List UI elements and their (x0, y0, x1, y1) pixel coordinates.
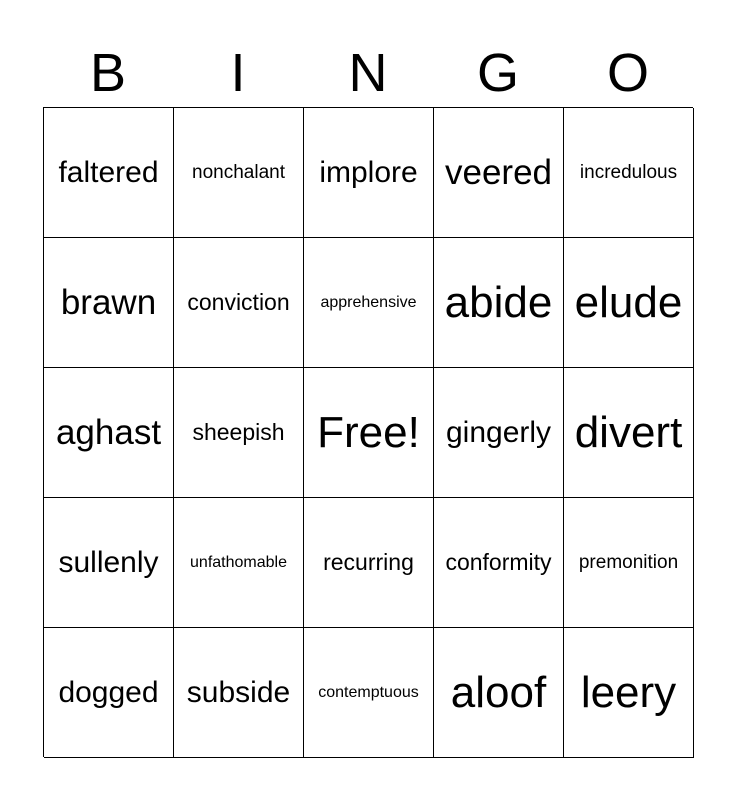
header-letter-n: N (348, 43, 388, 103)
bingo-cell[interactable]: elude (564, 238, 694, 368)
bingo-cell[interactable]: faltered (44, 108, 174, 238)
bingo-header (43, 40, 693, 106)
bingo-cell[interactable]: sheepish (174, 368, 304, 498)
bingo-cell[interactable]: sullenly (44, 498, 174, 628)
bingo-cell[interactable]: conformity (434, 498, 564, 628)
header-letter-i: I (230, 43, 246, 103)
bingo-cell[interactable]: aghast (44, 368, 174, 498)
bingo-cell[interactable]: implore (304, 108, 434, 238)
bingo-cell[interactable]: gingerly (434, 368, 564, 498)
bingo-cell[interactable]: abide (434, 238, 564, 368)
bingo-cell[interactable]: nonchalant (174, 108, 304, 238)
bingo-cell[interactable]: contemptuous (304, 628, 434, 758)
bingo-cell[interactable]: unfathomable (174, 498, 304, 628)
bingo-cell[interactable]: aloof (434, 628, 564, 758)
header-letter-o: O (606, 43, 649, 103)
bingo-cell[interactable]: subside (174, 628, 304, 758)
bingo-cell[interactable]: dogged (44, 628, 174, 758)
bingo-cell[interactable]: leery (564, 628, 694, 758)
bingo-cell[interactable]: apprehensive (304, 238, 434, 368)
header-letter-b: B (89, 43, 127, 103)
bingo-cell[interactable]: conviction (174, 238, 304, 368)
bingo-cell[interactable]: veered (434, 108, 564, 238)
bingo-cell[interactable]: brawn (44, 238, 174, 368)
header-letter-g: G (476, 43, 519, 103)
bingo-cell[interactable]: recurring (304, 498, 434, 628)
free-space[interactable]: Free! (304, 368, 434, 498)
bingo-cell[interactable]: premonition (564, 498, 694, 628)
bingo-cell[interactable]: incredulous (564, 108, 694, 238)
bingo-card (43, 107, 693, 757)
bingo-cell[interactable]: divert (564, 368, 694, 498)
